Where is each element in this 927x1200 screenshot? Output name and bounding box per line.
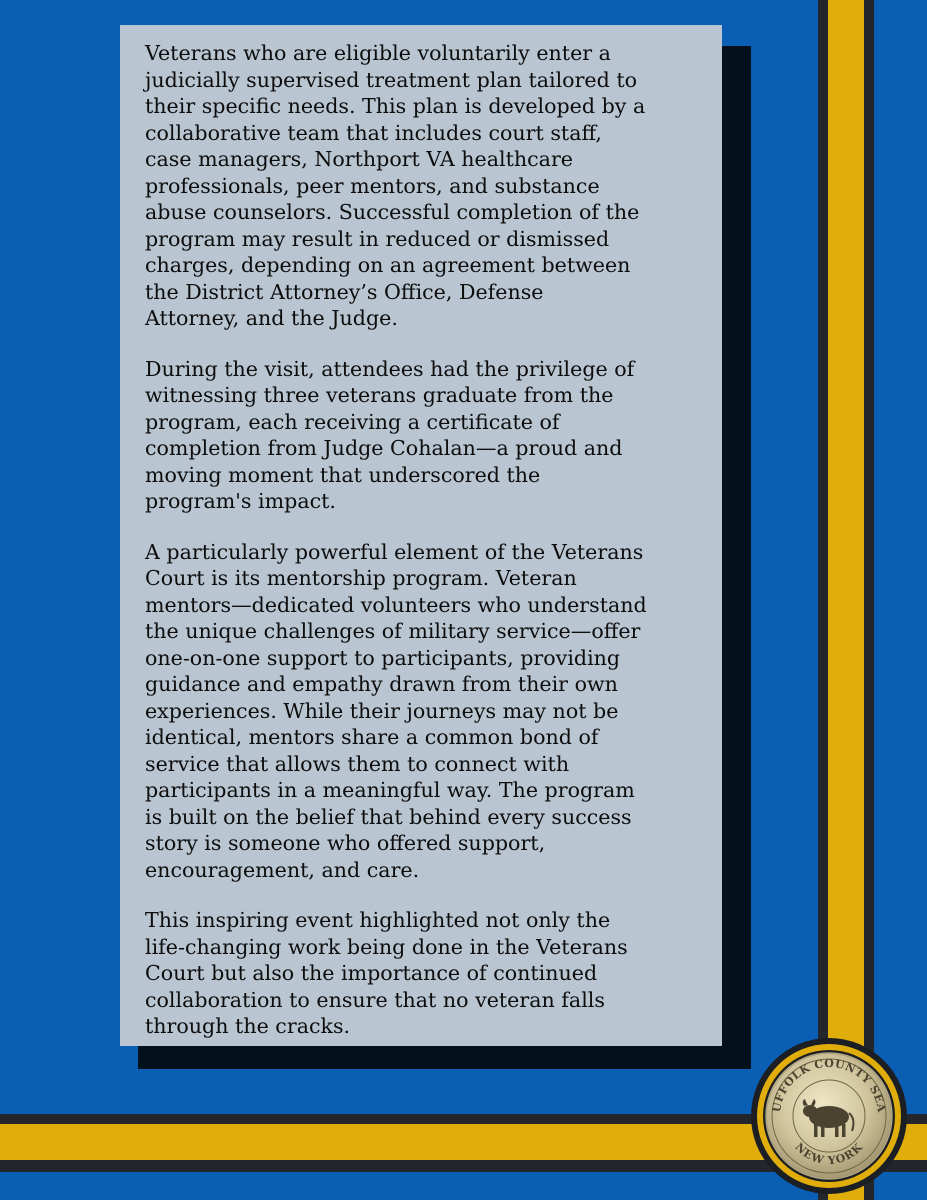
suffolk-county-seal [750, 1037, 908, 1195]
paragraph-graduation: During the visit, attendees had the privilege of witnessing three veterans graduate from the program, each receiving a certificate of completion from Judge Cohalan—a proud and moving moment that underscored the program's impact. [145, 356, 635, 513]
paragraph-conclusion: This inspiring event highlighted not only the life-changing work being done in the Veterans Court but also the importance of continued collaboration to ensure that no veteran falls through the cracks. [145, 908, 628, 1038]
seal-bottom-text: NEW YORK [792, 1140, 866, 1168]
seal-top-text: UFFOLK COUNTY SEA [770, 1056, 888, 1114]
vertical-gold-stripe [828, 0, 864, 1200]
paragraph-treatment-plan: Veterans who are eligible voluntarily enter a judicially supervised treatment plan tailored to their specific needs. This plan is developed by a collaborative team that includes court staff, case managers, Northport VA healthcare professionals, peer mentors, and substance abuse counselors. Successful completion of the program may result in reduced or dismissed charges, depending on an agreement between the District Attorney’s Office, Defense Attorney, and the Judge. [145, 41, 646, 330]
article-panel [120, 25, 722, 1046]
paragraph-mentorship: A particularly powerful element of the Veterans Court is its mentorship program. Veteran mentors—dedicated volunteers who understand the unique challenges of military service—offer one-on-one support to participants, providing guidance and empathy drawn from their own experiences. While their journeys may not be identical, mentors share a common bond of service that allows them to connect with participants in a meaningful way. The program is built on the belief that behind every success story is someone who offered support, encouragement, and care. [145, 539, 647, 882]
